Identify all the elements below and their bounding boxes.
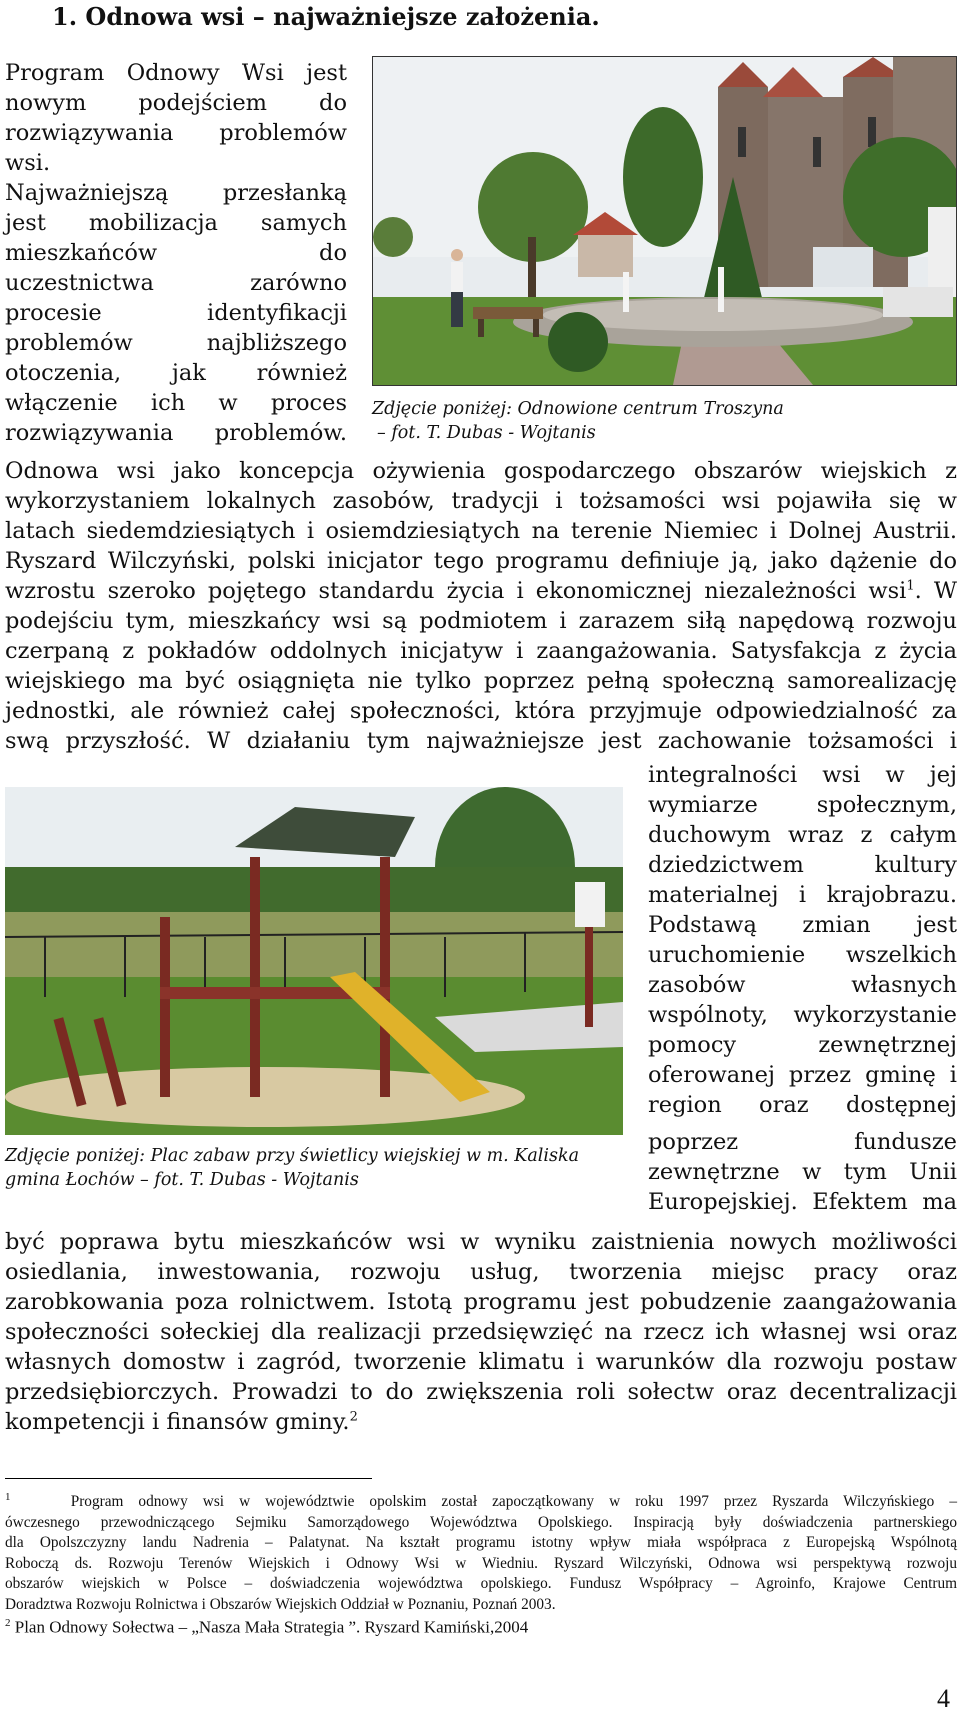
text-line: region oraz dostępnej [648,1092,957,1118]
text-segment: kompetencji i finansów gminy. [5,1409,350,1435]
caption-line: gmina Łochów – fot. T. Dubas - Wojtanis [5,1170,359,1190]
photo-playground [5,787,623,1135]
text-line: wykorzystaniem lokalnych zasobów, tradycji i tożsamości wsi pojawiła się w [5,488,957,514]
text-line: Ryszard Wilczyński, polski inicjator tego programu definiuje ją, jako dążenie do [5,548,957,574]
text-line: Podstawą zmian jest [648,912,957,938]
intro-paragraph [5,58,347,448]
text-line: społeczności sołeckiej dla realizacji przedsięwzięć na rzecz ich własnej wsi oraz [5,1319,957,1345]
text-line: zarobkowania poza rolnictwem. Istotą programu jest pobudzenie zaangażowania [5,1289,957,1315]
text-line: mieszkańców do [5,240,347,266]
text-line: materialnej i krajobrazu. [648,882,957,908]
text-line: wsi. [5,150,51,176]
photo-caption-1 [372,397,784,445]
caption-line: Zdjęcie poniżej: Plac zabaw przy świetlicy wiejskiej w m. Kaliska [5,1146,580,1166]
section-heading: 1. Odnowa wsi – najważniejsze założenia. [52,2,600,31]
text-line: nowym podejściem do [5,90,347,116]
text-line: osiedlania, inwestowania, rozwoju usług, tworzenia miejsc pracy oraz [5,1259,957,1285]
body-paragraph-1 [5,456,957,756]
text-line: Europejskiej. Efektem ma [648,1189,957,1215]
footnote-line: Roboczą ds. Rozwoju Terenów Wiejskich i Odnowy Wsi w Wiedniu. Ryszard Wilczyński, Odnowa wsi perspektywą rozwoju [5,1554,957,1572]
text-line: uruchomienie wszelkich [648,942,957,968]
text-line: otoczenia, jak również [5,360,347,386]
text-line: integralności wsi w jej [648,762,957,788]
text-line: poprzez fundusze [648,1129,957,1155]
footnote-line: Doradztwa Rozwoju Rolnictwa i Obszarów Wiejskich Oddział w Poznaniu, Poznań 2003. [5,1595,556,1613]
text-line-with-footnote [5,576,957,606]
footnote-line: ówczesnego przewodniczącego Sejmiku Samorządowego Województwa Opolskiego. Inspiracją były doświadczenia partnerskiego [5,1513,957,1531]
caption-line: – fot. T. Dubas - Wojtanis [377,423,596,443]
text-line: uczestnictwa zarówno [5,270,347,296]
page-number: 4 [937,1684,950,1713]
photo-playground-image [5,787,623,1135]
text-line: jednostki, ale również całej społeczności, która przyjmuje odpowiedzialność za [5,698,957,724]
text-line: wymiarze społecznym, [648,792,957,818]
text-line: latach siedemdziesiątych i osiemdziesiątych na terenie Niemiec i Dolnej Austrii. [5,518,957,544]
photo-caption-2 [5,1144,579,1192]
body-paragraph-2 [5,1227,957,1437]
text-line: rozwiązywania problemów. [5,420,347,446]
footnote-1 [5,1492,957,1615]
text-line: Program Odnowy Wsi jest [5,60,347,86]
text-line: podejściu tym, mieszkańcy wsi są podmiotem i zarazem siłą napędową rozwoju [5,608,957,634]
text-segment: wzrostu szeroko pojętego standardu życia i ekonomicznej niezależności wsi [5,578,907,604]
text-line: Najważniejszą przesłanką [5,180,347,206]
caption-line: Zdjęcie poniżej: Odnowione centrum Troszyna [372,399,784,419]
text-line: być poprawa bytu mieszkańców wsi w wyniku zaistnienia nowych możliwości [5,1229,957,1255]
text-line-with-footnote [5,1407,957,1437]
text-line: wiejskiego ma być osiągnięta nie tylko poprzez pełną społeczną samorealizację [5,668,957,694]
text-line: pomocy zewnętrznej [648,1032,957,1058]
text-line: Odnowa wsi jako koncepcja ożywienia gospodarczego obszarów wiejskich z [5,458,957,484]
footnote-2 [5,1617,528,1638]
text-line: dziedzictwem kultury [648,852,957,878]
footnote-line [5,1492,957,1513]
footnote-line: dla Opolszczyzny landu Nadrenia – Palatynat. Na kształt programu istotny wpływ miała współpraca z Europejską Wspólnotą [5,1534,957,1551]
text-line: procesie identyfikacji [5,300,347,326]
text-line: własnych domostw i zagród, tworzenie klimatu i warunków dla rozwoju postaw [5,1349,957,1375]
text-line: jest mobilizacja samych [5,210,347,236]
text-line: rozwiązywania problemów [5,120,347,146]
text-line: zasobów własnych [648,972,957,998]
text-line: przedsiębiorczych. Prowadzi to do zwiększenia roli sołectw oraz decentralizacji [5,1379,957,1405]
footnote-ref-1[interactable]: 1 [906,578,915,594]
footnote-line: obszarów wiejskich w Polsce – doświadczenia województwa opolskiego. Fundusz Współpracy – Agroinfo, Krajowe Centrum [5,1575,957,1592]
text-line: swą przyszłość. W działaniu tym najważniejsze jest zachowanie tożsamości i [5,728,957,754]
text-line: zewnętrzne w tym Unii [648,1159,957,1185]
footnote-number: 2 [5,1617,11,1629]
photo-troszyn-image [373,57,956,385]
text-line: wspólnoty, wykorzystanie [648,1002,957,1028]
footnote-separator [5,1478,372,1479]
text-segment: . W [914,578,957,604]
text-line: oferowanej przez gminę i [648,1062,957,1088]
text-line: duchowym wraz z całym [648,822,957,848]
footnote-text: Program odnowy wsi w województwie opolskim został zapoczątkowany w roku 1997 przez Ryszarda Wilczyńskiego – [70,1493,958,1510]
footnote-number: 1 [5,1490,11,1503]
photo-troszyn-center [372,56,957,386]
footnote-ref-2[interactable]: 2 [349,1409,358,1425]
right-column-text [648,760,957,1217]
text-line: problemów najbliższego [5,330,347,356]
footnote-text: Plan Odnowy Sołectwa – „Nasza Mała Strategia ”. Ryszard Kamiński,2004 [14,1617,529,1637]
text-line: włączenie ich w proces [5,390,347,416]
text-line: czerpaną z pokładów oddolnych inicjatyw i zaangażowania. Satysfakcja z życia [5,638,957,664]
